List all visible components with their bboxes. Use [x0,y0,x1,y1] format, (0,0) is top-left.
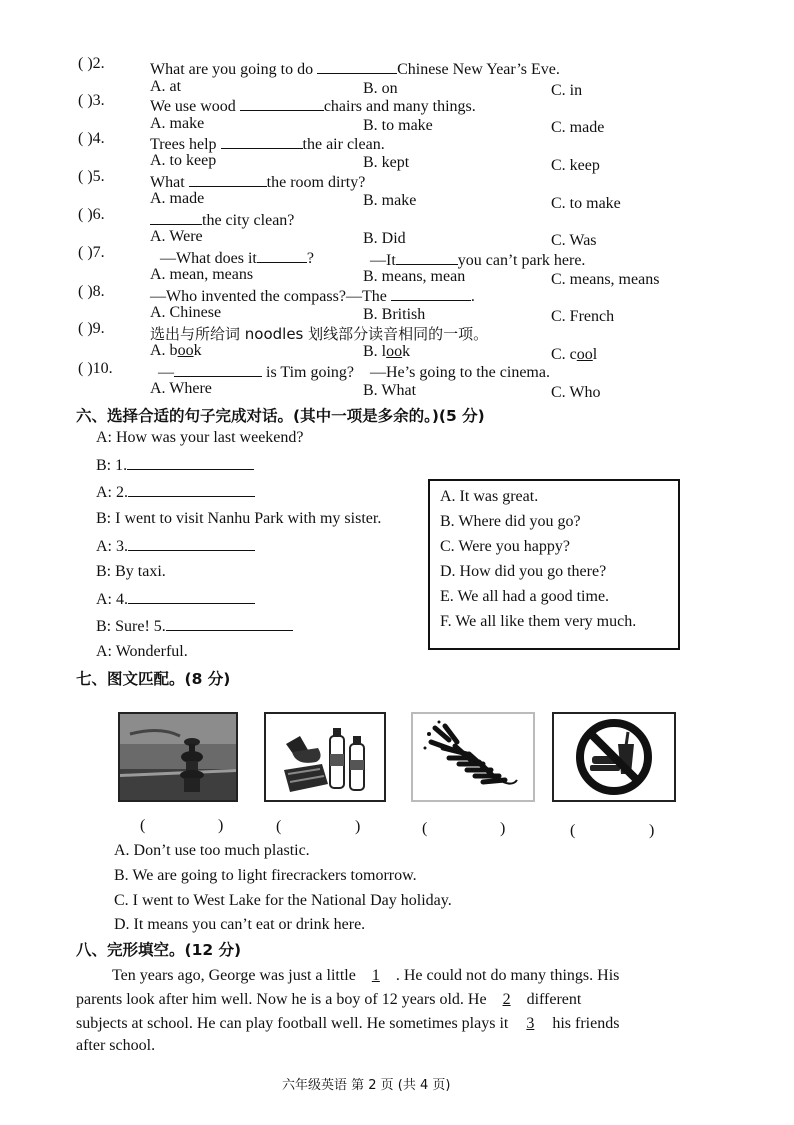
q8-text: —Who invented the compass?—The [150,288,391,305]
q5-stem [150,172,365,192]
cloze-text-3: subjects at school. He can play football well. He sometimes plays it [76,1015,509,1032]
q8-number: ( )8. [78,283,105,300]
q7-option-a[interactable]: A. mean, means [150,266,254,283]
q9-a-underlined: oo [177,342,194,359]
q2-text-end: Chinese New Year’s Eve. [397,61,560,78]
dialog-blank-1[interactable] [127,455,254,470]
q7-stem-1 [160,248,314,268]
dialog-line-7-label: A: 4. [96,591,128,608]
cloze-text-2b: different [526,991,582,1008]
q9-b-underlined: oo [386,343,403,360]
q7-option-b[interactable]: B. means, mean [363,268,466,285]
q7-number: ( )7. [78,244,105,261]
q9-option-b[interactable] [363,343,410,361]
q9-c-underlined: oo [576,346,593,363]
q9-a-post: k [193,342,202,359]
cloze-blank-2[interactable]: 2 [502,991,511,1008]
match-option-b: B. We are going to light firecrackers tomorrow. [114,867,417,884]
dialog-line-2-label: B: 1. [96,457,128,474]
q7-qmark: ? [306,250,314,267]
pic1-answer-open[interactable]: ( [140,817,146,834]
q6-stem [150,210,294,230]
q5-text-end: the room dirty? [266,174,366,191]
q4-text-end: the air clean. [302,136,385,153]
box-option-e[interactable]: E. We all had a good time. [440,588,610,605]
pic3-answer-open[interactable]: ( [422,820,428,837]
dialog-line-4: B: I went to visit Nanhu Park with my sister. [96,510,382,527]
q10-answer-line: —He’s going to the cinema. [370,364,550,381]
q3-number: ( )3. [78,92,105,109]
dialog-line-7 [96,589,255,609]
q6-blank[interactable] [150,210,202,225]
q7-stem-2 [370,250,585,270]
q4-option-c[interactable]: C. keep [551,157,600,174]
q10-blank[interactable] [174,362,262,377]
q9-stem: 选出与所给词 noodles 划线部分读音相同的一项。 [150,325,489,343]
q2-number: ( )2. [78,55,105,72]
dialog-line-8 [96,616,293,636]
match-option-d: D. It means you can’t eat or drink here. [114,916,366,933]
cloze-line-1 [112,967,619,985]
q5-option-c[interactable]: C. to make [551,195,621,212]
pic2-answer-open[interactable]: ( [276,818,282,835]
q10-option-a[interactable]: A. Where [150,380,212,397]
dialog-line-8-label: B: Sure! 5. [96,618,166,635]
q2-option-b[interactable]: B. on [363,80,398,97]
q5-text: What [150,174,189,191]
dialog-line-1: A: How was your last weekend? [96,429,304,446]
q6-number: ( )6. [78,206,105,223]
box-option-a[interactable]: A. It was great. [440,488,539,505]
q10-option-c[interactable]: C. Who [551,384,601,401]
q7-blank-1[interactable] [257,248,307,263]
q8-option-c[interactable]: C. French [551,308,615,325]
cloze-line-2 [76,991,581,1009]
cloze-text-2: parents look after him well. Now he is a boy of 12 years old. He [76,991,487,1008]
q5-option-b[interactable]: B. make [363,192,417,209]
dialog-line-3-label: A: 2. [96,484,128,501]
cloze-text-3b: his friends [552,1015,620,1032]
match-option-c: C. I went to West Lake for the National Day holiday. [114,892,452,909]
q7-text-end: you can’t park here. [457,252,586,269]
page-footer: 六年级英语 第 2 页 (共 4 页) [282,1078,451,1093]
q9-option-a[interactable] [150,342,202,360]
q5-option-a[interactable]: A. made [150,190,205,207]
q6-option-c[interactable]: C. Was [551,232,597,249]
box-option-f[interactable]: F. We all like them very much. [440,613,637,630]
q10-stem [158,362,354,382]
pic4-answer-close: ) [649,822,655,839]
cloze-line-4: after school. [76,1037,156,1054]
pic3-answer-close: ) [500,820,506,837]
q7-text: —What does it [160,250,257,267]
q5-number: ( )5. [78,168,105,185]
q9-c-pre: C. c [551,346,577,363]
q3-option-c[interactable]: C. made [551,119,605,136]
q4-option-a[interactable]: A. to keep [150,152,217,169]
q9-c-post: l [592,346,598,363]
dialog-blank-3[interactable] [128,536,255,551]
q2-stem [150,59,560,79]
q7-option-c[interactable]: C. means, means [551,271,660,288]
q2-option-a[interactable]: A. at [150,78,182,95]
q4-option-b[interactable]: B. kept [363,154,410,171]
firecrackers-image [411,712,535,802]
q2-option-c[interactable]: C. in [551,82,583,99]
q10-dash: — [158,364,174,381]
q9-b-pre: B. l [363,343,387,360]
dialog-line-2 [96,455,254,475]
q3-text-end: chairs and many things. [323,98,476,115]
q2-text: What are you going to do [150,61,318,78]
dialog-line-3 [96,482,255,502]
q10-text: is Tim going? [262,364,355,381]
q4-stem [150,134,385,154]
q8-option-b[interactable]: B. British [363,306,426,323]
no-food-drink-sign-image [552,712,676,802]
q7-text-2: —It [370,252,396,269]
q10-option-b[interactable]: B. What [363,382,417,399]
q5-blank[interactable] [189,172,267,187]
q9-option-c[interactable] [551,346,597,364]
dialog-line-5 [96,536,255,556]
q10-number: ( )10. [78,360,113,377]
q6-option-a[interactable]: A. Were [150,228,203,245]
match-option-a: A. Don’t use too much plastic. [114,842,310,859]
q9-b-post: k [402,343,411,360]
q3-stem [150,96,476,116]
cloze-blank-3[interactable]: 3 [526,1015,535,1032]
q6-option-b[interactable]: B. Did [363,230,406,247]
cloze-blank-1[interactable]: 1 [371,967,380,984]
options-box [428,479,680,650]
section7-title: 七、图文匹配。(8 分) [76,670,231,688]
q3-blank[interactable] [240,96,324,111]
q7-blank-2[interactable] [396,250,458,265]
pic2-answer-close: ) [355,818,361,835]
q4-blank[interactable] [221,134,303,149]
q3-option-a[interactable]: A. make [150,115,205,132]
dialog-blank-5[interactable] [166,616,293,631]
q3-option-b[interactable]: B. to make [363,117,433,134]
dialog-blank-4[interactable] [128,589,255,604]
pic4-answer-open[interactable]: ( [570,822,576,839]
q3-text: We use wood [150,98,240,115]
pic1-answer-close: ) [218,817,224,834]
q8-text-end: . [470,288,475,305]
q6-text-end: the city clean? [202,212,295,229]
dialog-line-5-label: A: 3. [96,538,128,555]
q9-a-pre: A. b [150,342,178,359]
box-option-d[interactable]: D. How did you go there? [440,563,607,580]
q8-blank[interactable] [391,286,471,301]
q8-option-a[interactable]: A. Chinese [150,304,222,321]
box-option-c[interactable]: C. Were you happy? [440,538,570,555]
q2-blank[interactable] [317,59,397,74]
q4-text: Trees help [150,136,221,153]
dialog-line-9: A: Wonderful. [96,643,188,660]
cloze-text-1b: . He could not do many things. His [395,967,620,984]
cloze-line-3 [76,1015,619,1033]
box-option-b[interactable]: B. Where did you go? [440,513,581,530]
plastic-waste-image [264,712,386,802]
q4-number: ( )4. [78,130,105,147]
dialog-blank-2[interactable] [128,482,255,497]
section8-title: 八、完形填空。(12 分) [76,941,242,959]
dialog-line-6: B: By taxi. [96,563,166,580]
q9-number: ( )9. [78,320,105,337]
west-lake-pagoda-image [118,712,238,802]
cloze-text-1: Ten years ago, George was just a little [112,967,356,984]
section6-title: 六、选择合适的句子完成对话。(其中一项是多余的。)(5 分) [76,407,485,425]
q8-stem [150,286,475,306]
